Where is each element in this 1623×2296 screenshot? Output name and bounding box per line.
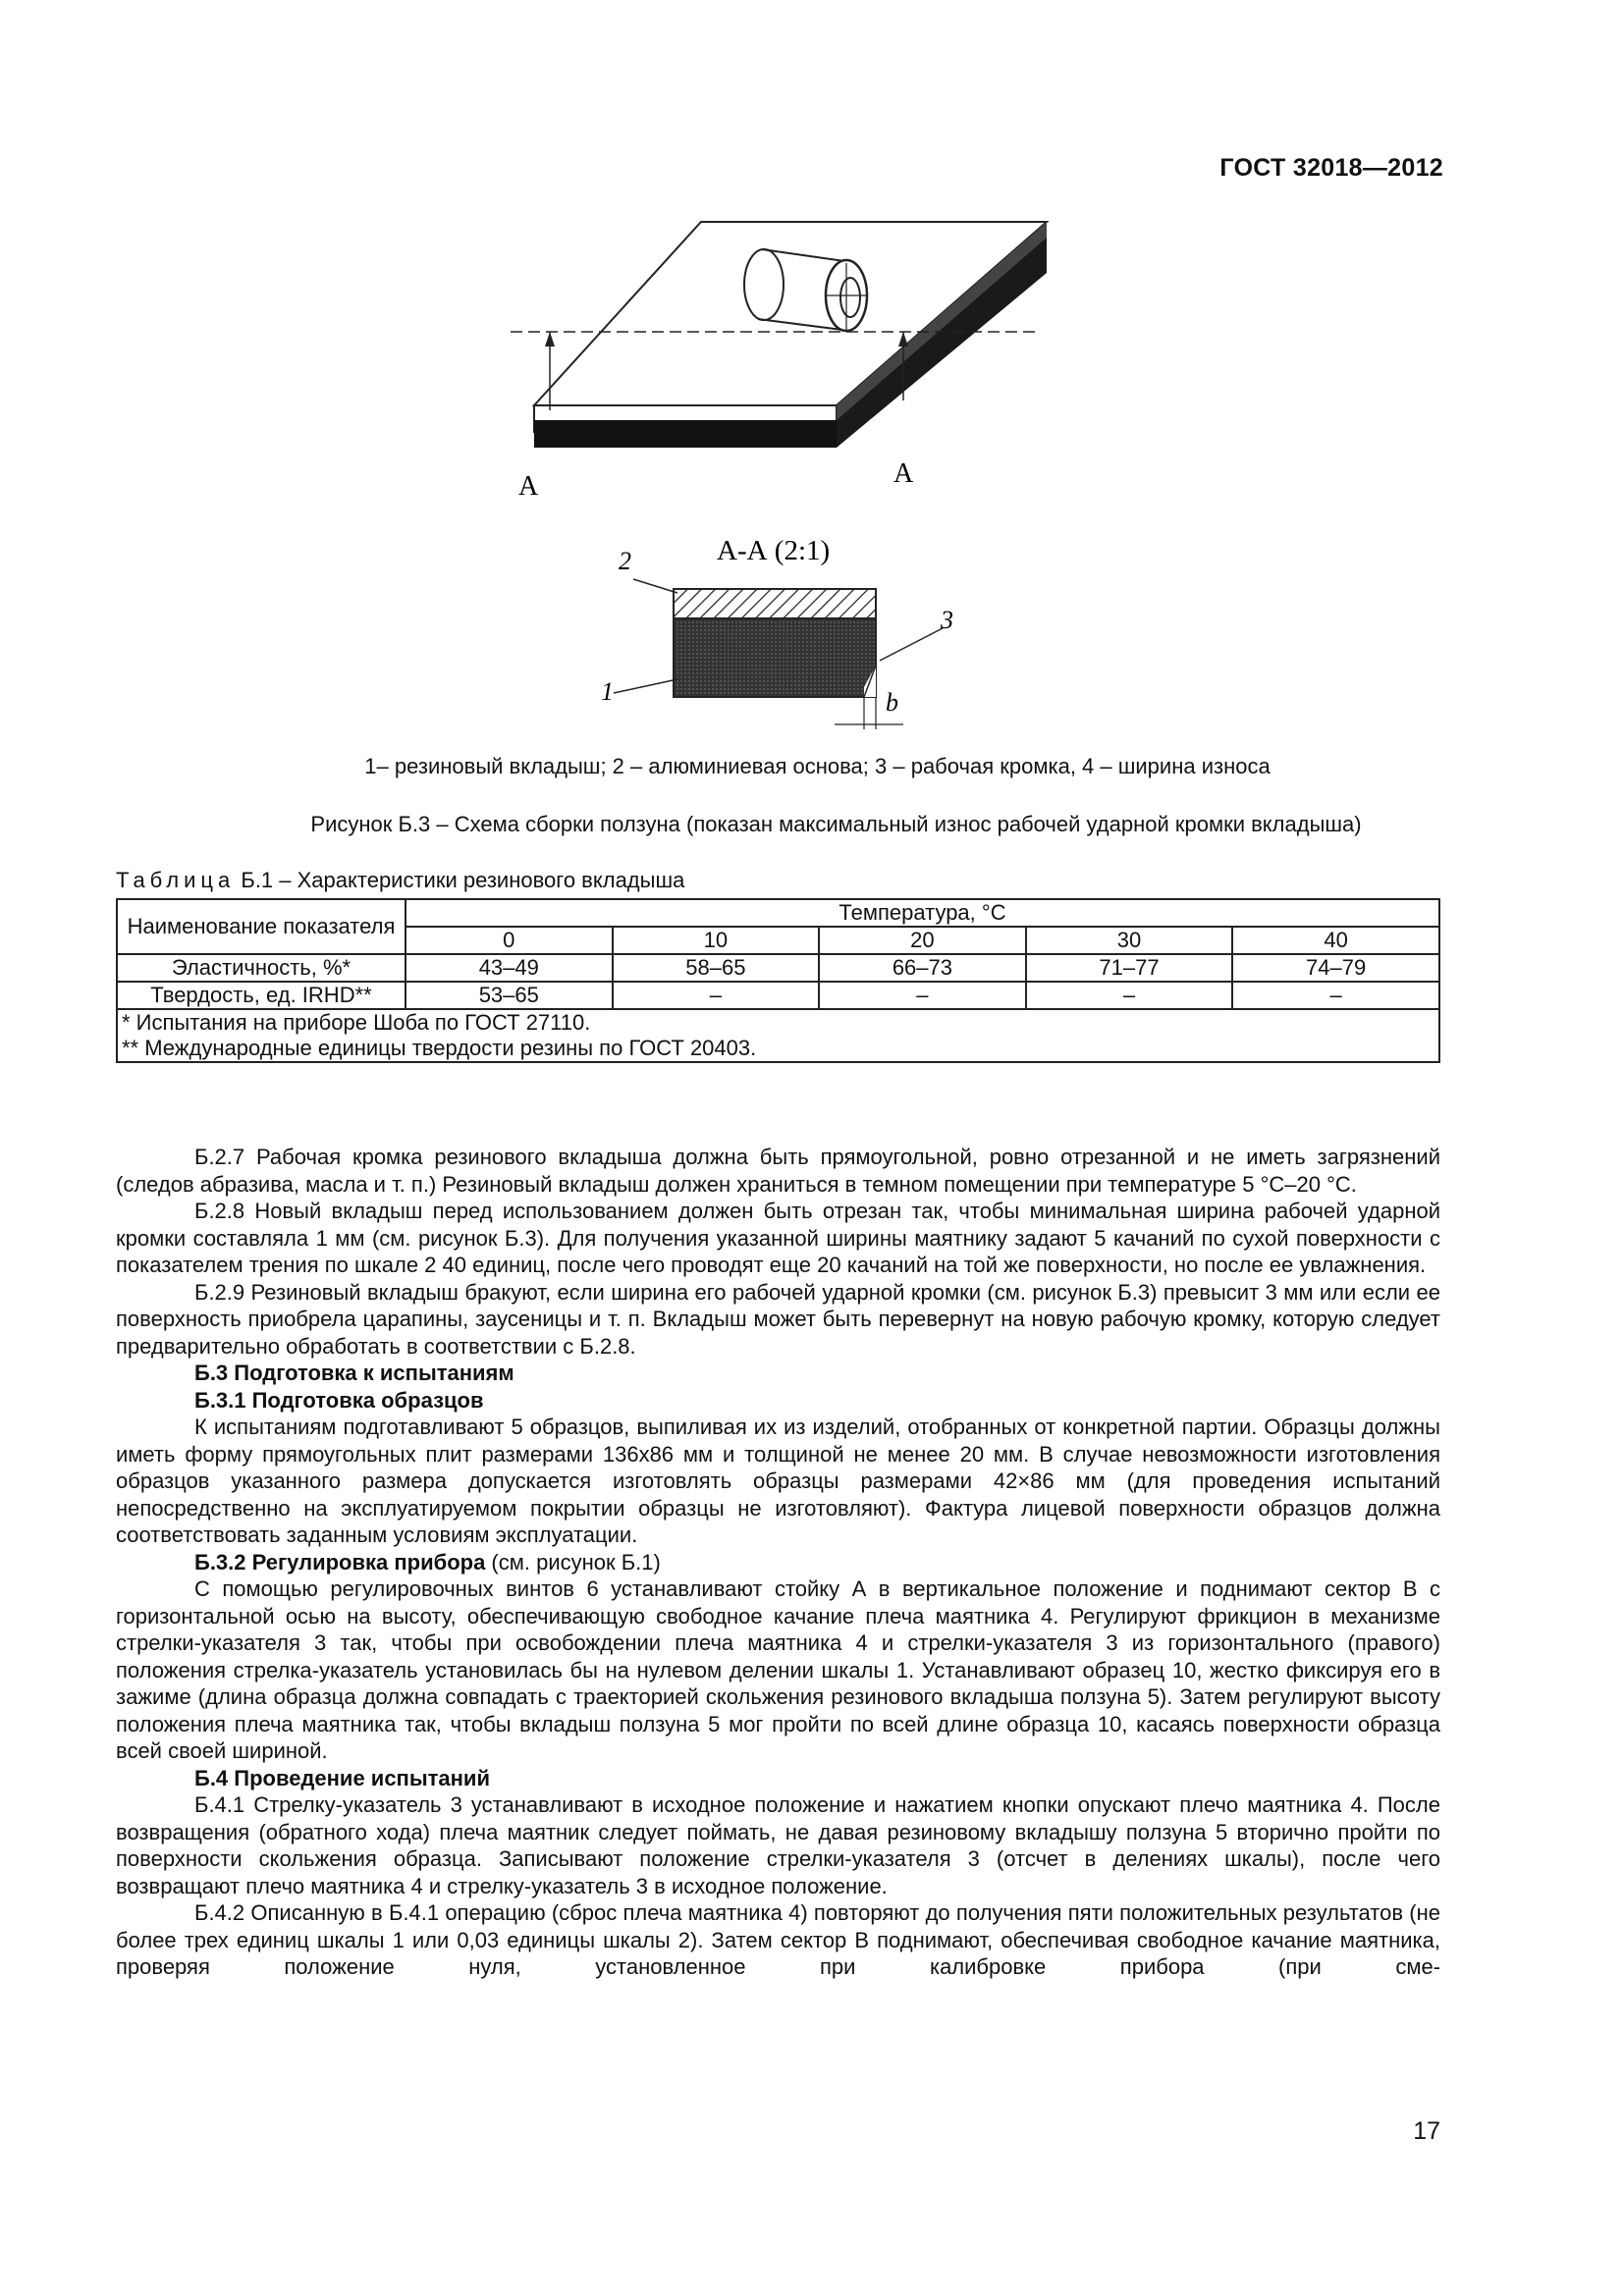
paragraph-b32: С помощью регулировочных винтов 6 устанавливают стойку А в вертикальное положение и поднимают сектор В с горизонтальной осью на высоту, обеспечивающую свободное качание плеча маятника 4. Регулируют фрикцион в механизме стрелки-указателя 3 так, чтобы при освобождении плеча маятника 4 и стрелки-указателя 3 из горизонтального (правого) положения стрелка-указатель установилась бы на нулевом делении шкалы 1. Устанавливают образец 10, жестко фиксируя его в зажиме (длина образца должна совпадать с траекторией скольжения резинового вкладыша ползуна 5). Затем регулируют высоту положения плеча маятника так, чтобы вкладыш ползуна 5 мог пройти по всей длине образца 10, касаясь поверхности образца всей своей шириной. — [116, 1576, 1440, 1763]
temp-30: 30 — [1026, 927, 1233, 954]
cell: – — [1026, 982, 1233, 1009]
heading-b32-bold: Б.3.2 Регулировка прибора — [194, 1549, 486, 1575]
heading-b3: Б.3 Подготовка к испытаниям — [194, 1361, 514, 1385]
callout-b: b — [886, 688, 898, 717]
table-title — [116, 868, 684, 893]
paragraph-b28: Б.2.8 Новый вкладыш перед использованием должен быть отрезан так, чтобы минимальная ширина рабочей ударной кромки составляла 1 мм (см. рисунок Б.3). Для получения указанной ширины маятнику задают 5 качаний по сухой поверхности с показателем трения по шкале 2 40 единиц, после чего проводят еще 20 качаний на той же поверхности, но после ее увлажнения. — [116, 1199, 1440, 1277]
cell: – — [819, 982, 1026, 1009]
rubber-layer-front — [534, 420, 837, 448]
section-label-left: А — [518, 471, 539, 502]
section-label-right: А — [893, 458, 914, 489]
col-header-name: Наименование показателя — [117, 899, 406, 954]
cell: – — [1232, 982, 1439, 1009]
slider-assembly-figure — [518, 204, 1041, 744]
figure-caption: Рисунок Б.3 – Схема сборки ползуна (показан максимальный износ рабочей ударной кромки вкладыша) — [310, 812, 1362, 836]
callout-2: 2 — [619, 547, 631, 575]
heading-b31: Б.3.1 Подготовка образцов — [194, 1387, 484, 1413]
cell: 58–65 — [613, 954, 820, 982]
temp-0: 0 — [406, 927, 613, 954]
page-number: 17 — [1413, 2117, 1440, 2145]
standard-designation: ГОСТ 32018—2012 — [1219, 154, 1443, 182]
callout-3: 3 — [941, 606, 953, 634]
paragraph-b27: Б.2.7 Рабочая кромка резинового вкладыша должна быть прямоугольной, ровно отрезанной и не иметь загрязнений (следов абразива, масла и т. п.) Резиновый вкладыш должен храниться в темном помещении при температуре 5 °С–20 °С. — [116, 1145, 1440, 1197]
table-row — [117, 954, 1439, 982]
paragraph-b42: Б.4.2 Описанную в Б.4.1 операцию (сброс плеча маятника 4) повторяют до получения пяти положительных результатов (не более трех единиц шкалы 1 или 0,03 единицы шкалы 2). Затем сектор В поднимают, обеспечивая свободное качание маятника, проверяя положение нуля, установленное при калибровке прибора (при сме- — [116, 1900, 1440, 1979]
col-header-temperature: Температура, °С — [406, 899, 1439, 927]
heading-b4: Б.4 Проведение испытаний — [194, 1765, 490, 1790]
rubber-insert-section — [674, 618, 876, 697]
figure-legend: 1– резиновый вкладыш; 2 – алюминиевая основа; 3 – рабочая кромка, 4 – ширина износа — [364, 754, 1271, 778]
aluminium-base-section — [674, 589, 876, 618]
section-title: А-А (2:1) — [717, 535, 831, 566]
cell: 66–73 — [819, 954, 1026, 982]
temp-40: 40 — [1232, 927, 1439, 954]
row-name: Твердость, ед. IRHD** — [117, 982, 406, 1009]
cell: 71–77 — [1026, 954, 1233, 982]
table-note: * Испытания на приборе Шоба по ГОСТ 27110. — [122, 1010, 591, 1035]
cell: – — [613, 982, 820, 1009]
cell: 74–79 — [1232, 954, 1439, 982]
paragraph-b31: К испытаниям подготавливают 5 образцов, выпиливая их из изделий, отобранных от конкретной партии. Образцы должны иметь форму прямоугольных плит размерами 136х86 мм и толщиной не менее 20 мм. В случае невозможности изготовления образцов указанного размера допускается изготовлять образцы размерами 42×86 мм (для проведения испытаний непосредственно на эксплуатируемом покрытии образцы не изготовляют). Фактура лицевой поверхности образцов должна соответствовать заданным условиям эксплуатации. — [116, 1415, 1440, 1547]
callout-1: 1 — [601, 677, 614, 706]
body-text — [116, 1144, 1440, 1981]
temp-20: 20 — [819, 927, 1026, 954]
table-row — [117, 982, 1439, 1009]
heading-b32 — [116, 1549, 1440, 1576]
cell: 43–49 — [406, 954, 613, 982]
heading-b32-rest: (см. рисунок Б.1) — [485, 1549, 661, 1575]
table-note: ** Международные единицы твердости резины по ГОСТ 20403. — [122, 1036, 757, 1060]
rubber-characteristics-table — [116, 898, 1440, 1063]
paragraph-b29: Б.2.9 Резиновый вкладыш бракуют, если ширина его рабочей ударной кромки (см. рисунок Б.3) превысит 3 мм или если ее поверхность приобрела царапины, заусеницы и т. п. Вкладыш может быть перевернут на новую рабочую кромку, которую следует предварительно обработать в соответствии с Б.2.8. — [116, 1279, 1440, 1359]
cell: 53–65 — [406, 982, 613, 1009]
row-name: Эластичность, %* — [117, 954, 406, 982]
table-title-rest: Б.1 – Характеристики резинового вкладыша — [235, 868, 685, 892]
table-notes — [117, 1009, 1439, 1062]
paragraph-b41: Б.4.1 Стрелку-указатель 3 устанавливают в исходное положение и нажатием кнопки опускают плечо маятника 4. После возвращения (обратного хода) плеча маятник следует поймать, не давая резиновому вкладышу ползуна 5 вторично пройти по поверхности скольжения образца. Записывают положение стрелки-указателя 3 (отсчет в делениях шкалы), после чего возвращают плечо маятника 4 и стрелку-указатель 3 в исходное положение. — [116, 1792, 1440, 1898]
table-title-prefix: Таблица — [116, 868, 236, 892]
temp-10: 10 — [613, 927, 820, 954]
